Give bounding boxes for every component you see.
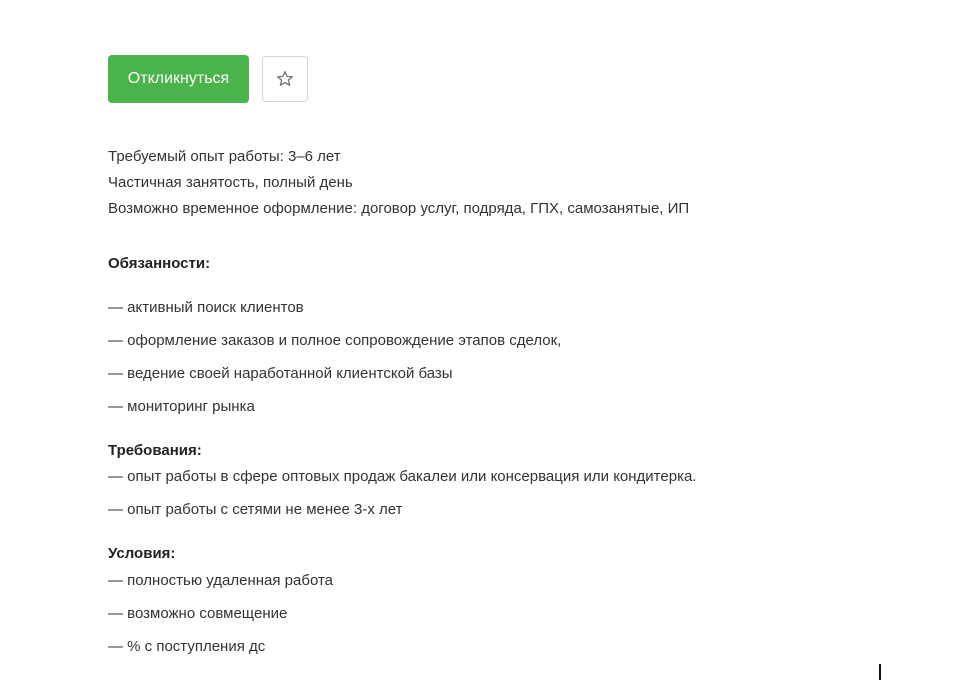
duties-title: Обязанности: <box>108 255 211 272</box>
apply-button[interactable]: Откликнуться <box>108 55 249 103</box>
favorite-button[interactable] <box>262 56 308 102</box>
condition-item: — % с поступления дс <box>108 638 266 655</box>
vacancy-meta <box>108 144 689 222</box>
star-outline-icon <box>275 69 295 89</box>
conditions-title: Условия: <box>108 545 176 562</box>
employment-text: Частичная занятость, полный день <box>108 174 353 191</box>
requirements-title: Требования: <box>108 442 202 459</box>
contract-text: Возможно временное оформление: договор услуг, подряда, ГПХ, самозанятые, ИП <box>108 200 690 217</box>
duty-item: — оформление заказов и полное сопровождение этапов сделок, <box>108 332 562 349</box>
condition-item: — возможно совмещение <box>108 605 288 622</box>
duty-item: — активный поиск клиентов <box>108 299 304 316</box>
experience-text: Требуемый опыт работы: 3–6 лет <box>108 148 341 165</box>
vacancy-actions <box>108 55 308 103</box>
text-cursor <box>879 664 881 680</box>
requirement-item: — опыт работы в сфере оптовых продаж бакалеи или консервация или кондитерка. <box>108 468 697 485</box>
duty-item: — ведение своей наработанной клиентской базы <box>108 365 453 382</box>
requirement-item: — опыт работы с сетями не менее 3-х лет <box>108 501 403 518</box>
condition-item: — полностью удаленная работа <box>108 572 334 589</box>
duty-item: — мониторинг рынка <box>108 398 255 415</box>
